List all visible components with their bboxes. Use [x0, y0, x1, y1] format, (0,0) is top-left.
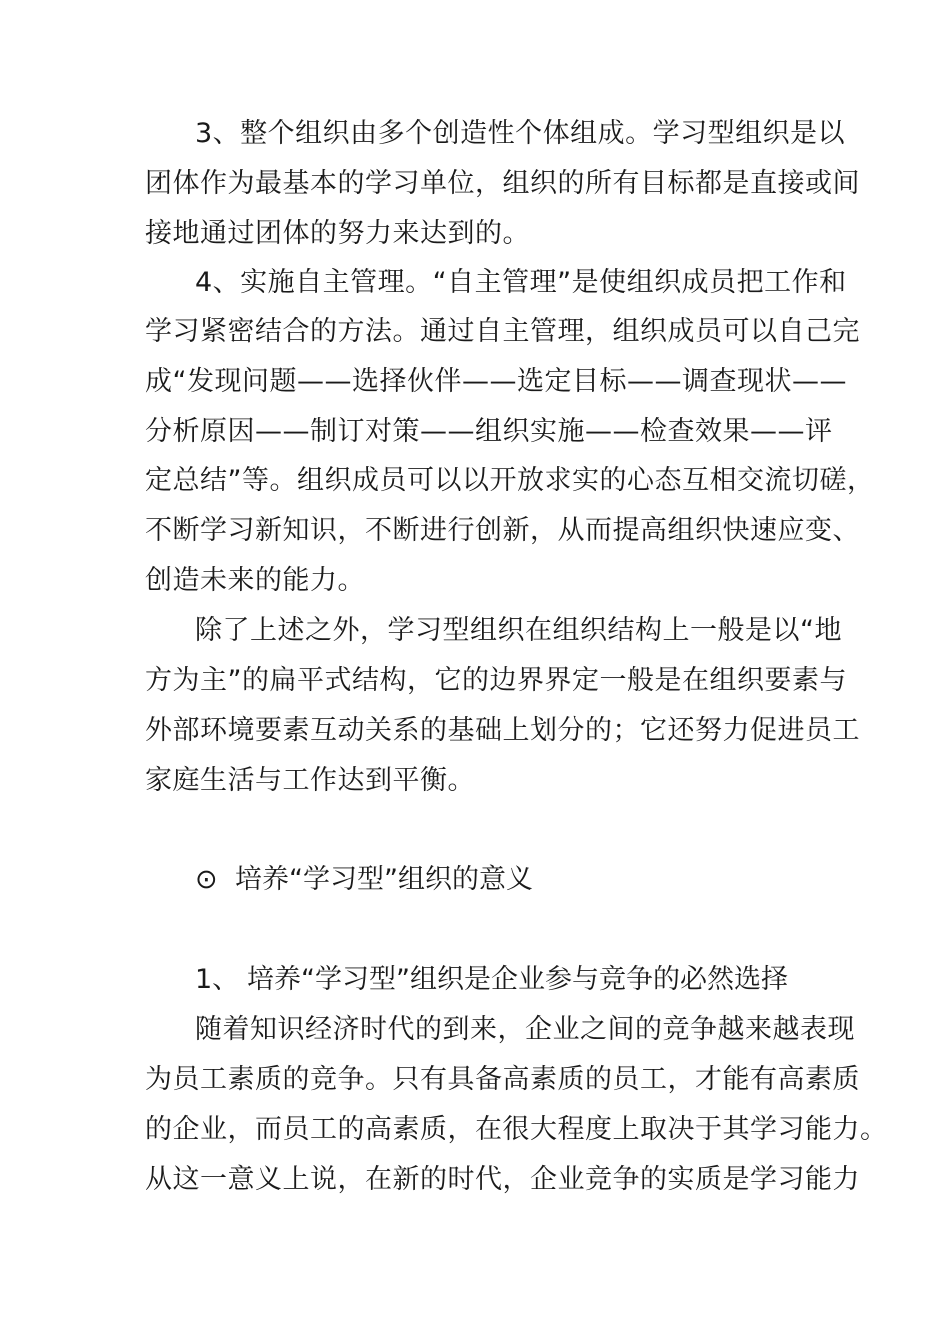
paragraph-6-line-1: 随着知识经济时代的到来，企业之间的竞争越来越表现 [195, 1014, 855, 1045]
paragraph-3-line-2: 团体作为最基本的学习单位，组织的所有目标都是直接或间 [145, 168, 860, 199]
paragraph-3-line-3: 接地通过团体的努力来达到的。 [145, 218, 530, 249]
paragraph-6-line-2: 为员工素质的竞争。只有具备高素质的员工，才能有高素质 [145, 1064, 860, 1095]
section-heading [195, 855, 533, 905]
section-heading-text: 培养“学习型”组织的意义 [235, 864, 533, 895]
paragraph-4-line-1: 4、实施自主管理。“自主管理”是使组织成员把工作和 [195, 267, 847, 298]
paragraph-3-line-1: 3、整个组织由多个创造性个体组成。学习型组织是以 [195, 118, 846, 149]
paragraph-4-line-6: 不断学习新知识，不断进行创新，从而提高组织快速应变、 [145, 515, 860, 546]
paragraph-6-line-3: 的企业，而员工的高素质，在很大程度上取决于其学习能力。 [145, 1114, 888, 1145]
paragraph-4-line-3: 成“发现问题——选择伙伴——选定目标——调查现状—— [145, 366, 847, 397]
paragraph-5-line-1: 除了上述之外，学习型组织在组织结构上一般是以“地 [195, 615, 842, 646]
paragraph-4-line-7: 创造未来的能力。 [145, 565, 365, 596]
paragraph-6-line-4: 从这一意义上说，在新的时代，企业竞争的实质是学习能力 [145, 1164, 860, 1195]
circle-dot-bullet-icon: ⊙ [195, 864, 218, 895]
paragraph-4-line-4: 分析原因——制订对策——组织实施——检查效果——评 [145, 416, 833, 447]
paragraph-4-line-2: 学习紧密结合的方法。通过自主管理，组织成员可以自己完 [145, 316, 860, 347]
paragraph-5-line-3: 外部环境要素互动关系的基础上划分的；它还努力促进员工 [145, 715, 860, 746]
paragraph-4-line-5: 定总结”等。组织成员可以以开放求实的心态互相交流切磋， [145, 465, 875, 496]
sub-heading-number: 1、 [195, 964, 240, 995]
sub-heading-text: 培养“学习型”组织是企业参与竞争的必然选择 [247, 964, 788, 995]
sub-heading [195, 955, 788, 1005]
paragraph-5-line-4: 家庭生活与工作达到平衡。 [145, 765, 475, 796]
paragraph-5-line-2: 方为主”的扁平式结构，它的边界界定一般是在组织要素与 [145, 665, 847, 696]
